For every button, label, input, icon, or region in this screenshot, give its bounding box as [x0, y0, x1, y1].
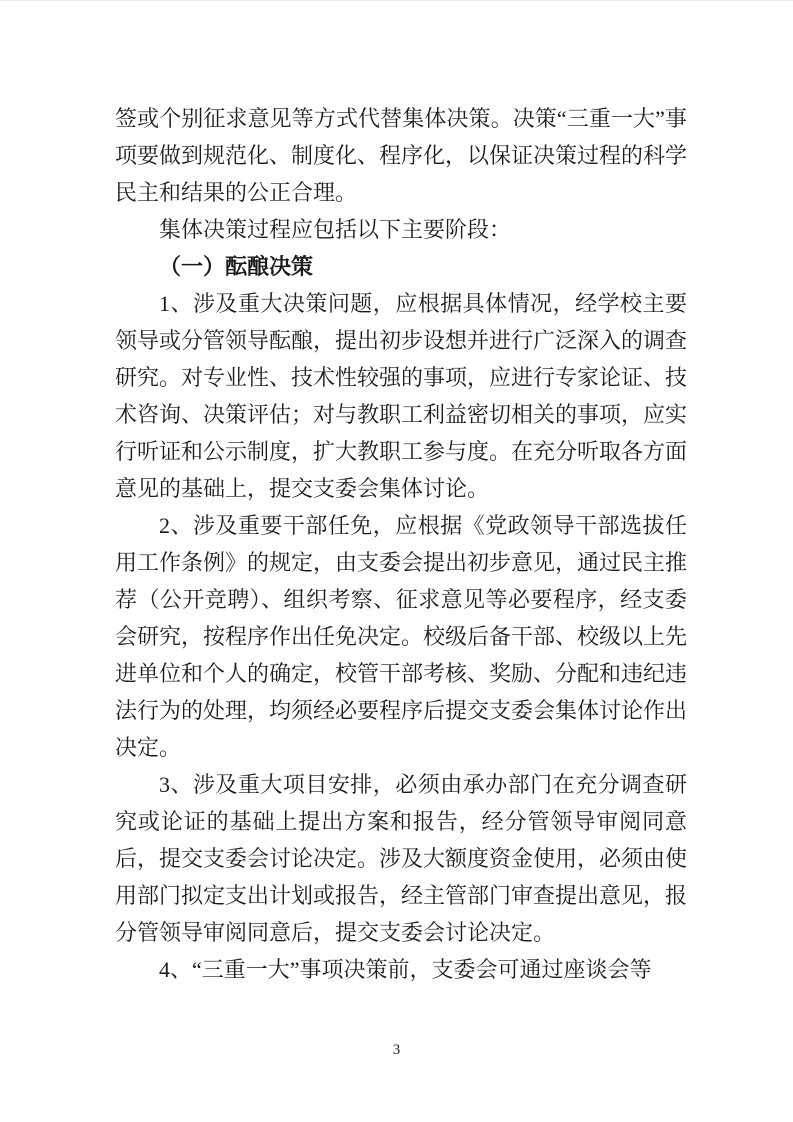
- paragraph: 2、涉及重要干部任免，应根据《党政领导干部选拔任用工作条例》的规定，由支委会提出初步意见，通过民主推荐（公开竞聘）、组织考察、征求意见等必要程序，经支委会研究，按程序作出任免决定。校级后备干部、校级以上先进单位和个人的确定，校管干部考核、奖励、分配和违纪违法行为的处理，均须经必要程序后提交支委会集体讨论作出决定。: [115, 513, 688, 760]
- page-number: 3: [392, 1042, 401, 1058]
- paragraph: 4、“三重一大”事项决策前，支委会可通过座谈会等: [159, 957, 652, 982]
- paragraph: 签或个别征求意见等方式代替集体决策。决策“三重一大”事项要做到规范化、制度化、程序化，以保证决策过程的科学民主和结果的公正合理。: [115, 106, 688, 205]
- paragraph: 1、涉及重大决策问题，应根据具体情况，经学校主要领导或分管领导酝酿，提出初步设想并进行广泛深入的调查研究。对专业性、技术性较强的事项，应进行专家论证、技术咨询、决策评估；对与教职工利益密切相关的事项，应实行听证和公示制度，扩大教职工参与度。在充分听取各方面意见的基础上，提交支委会集体讨论。: [115, 291, 688, 501]
- paragraph: 3、涉及重大项目安排，必须由承办部门在充分调查研究或论证的基础上提出方案和报告，经分管领导审阅同意后，提交支委会讨论决定。涉及大额度资金使用，必须由使用部门拟定支出计划或报告，经主管部门审查提出意见，报分管领导审阅同意后，提交支委会讨论决定。: [115, 772, 688, 945]
- section-heading: （一）酝酿决策: [159, 254, 314, 279]
- paragraph: 集体决策过程应包括以下主要阶段：: [159, 217, 512, 242]
- document-body: [115, 100, 687, 988]
